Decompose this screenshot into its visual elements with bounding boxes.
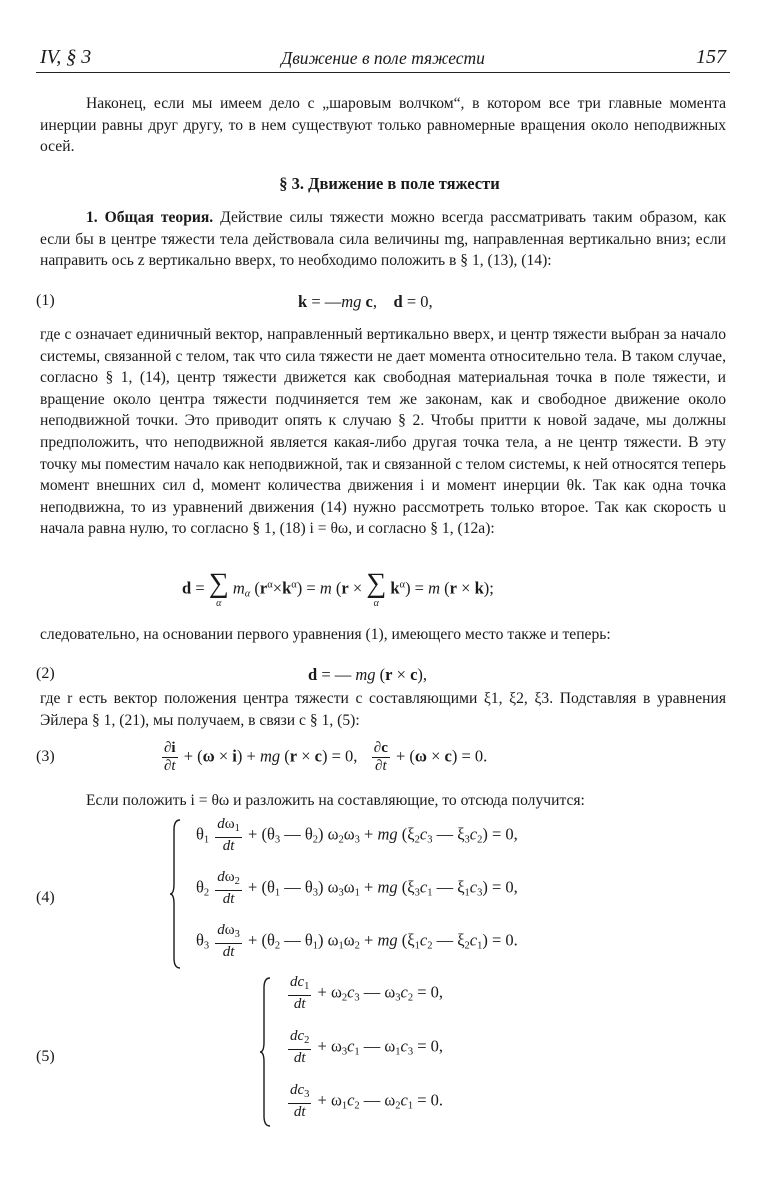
paragraph-4: где r есть вектор положения центра тяжести с составляющими ξ1, ξ2, ξ3. Подставляя в уравнения Эйлера § 1, (21), мы получаем, в связи с § 1, (5): — [40, 690, 726, 729]
equation-4-system — [0, 814, 779, 974]
equation-4-label: (4) — [36, 889, 55, 906]
theory-heading: 1. Общая теория. — [86, 209, 214, 226]
running-header — [36, 46, 730, 73]
equation-4-row-1: $\theta_1$ $\frac{d\omega_1}{dt}$ + ($\theta_3$ — $\theta_2$) $\omega_2\omega_3$ + mg ($\xi_2c_3$ — $\xi_3c_2) = 0$, — [196, 816, 518, 854]
equation-3-label: (3) — [36, 748, 55, 765]
equation-4-brace — [170, 818, 182, 970]
equation-3-body: $\frac{\partial i}{\partial t}$ + (ω × i) + mg (r × c) = 0, $\frac{\partial c}{\partial t}$ + (ω × c) = 0. — [164, 740, 488, 774]
theory-paragraph — [40, 207, 726, 272]
theory-text: Действие силы тяжести можно всегда рассматривать таким образом, как если бы в центре тяжести тела действовала сила величины mg, направленная вертикально вниз; если направить ось z вертикально вверх, то необходимо положить в § 1, (13), (14): — [40, 209, 727, 270]
intro-paragraph: Наконец, если мы имеем дело с „шаровым волчком“, в котором все три главные момента инерции равны друг другу, то в нем существуют только равномерные вращения около неподвижных осей. — [40, 95, 726, 156]
equation-2-label: (2) — [36, 665, 55, 682]
paragraph-3: следовательно, на основании первого уравнения (1), имеющего место также и теперь: — [40, 626, 611, 643]
equation-5-row-1: $\frac{dc_1}{dt}$ + $\omega_2c_3$ — $\omega_3c_2 = 0$, — [290, 974, 444, 1012]
equation-5-system — [0, 972, 779, 1132]
running-title: Движение в поле тяжести — [281, 48, 485, 68]
equation-5-brace — [260, 976, 272, 1128]
equation-1-body: k = —mg c, d = 0, — [298, 292, 433, 311]
chapter-section-label: IV, § 3 — [40, 46, 92, 68]
page-number: 157 — [696, 46, 726, 68]
equation-5-row-3: $\frac{dc_3}{dt}$ + $\omega_1c_2$ — $\omega_2c_1 = 0$. — [290, 1082, 444, 1120]
equation-5-row-2: $\frac{dc_2}{dt}$ + $\omega_3c_1$ — $\omega_1c_3 = 0$, — [290, 1028, 444, 1066]
section-title: § 3. Движение в поле тяжести — [279, 174, 500, 193]
equation-5-label: (5) — [36, 1048, 55, 1065]
equation-4-row-3: $\theta_3$ $\frac{d\omega_3}{dt}$ + ($\theta_2$ — $\theta_1$) $\omega_1\omega_2$ + mg ($\xi_1c_2$ — $\xi_2c_1) = 0$. — [196, 922, 518, 960]
paragraph-5: Если положить i = θω и разложить на составляющие, то отсюда получится: — [86, 792, 585, 809]
paragraph-2: где c означает единичный вектор, направленный вертикально вверх, и центр тяжести выбран за начало системы, связанной с телом, так что сила тяжести не дает момента относительно тела. В таком случае, согласно § 1, (14), центр тяжести движется как свободная материальная точка в поле тяжести, и вращение около центра тяжести подчиняется тем же законам, как и свободное движение около неподвижной точки. Это приводит опять к случаю § 2. Чтобы притти к новой задаче, мы должны предположить, что неподвижной является какая-либо другая точка тела, а не центр тяжести. В эту точку мы поместим начало как неподвижной, так и связанной с телом системы, к ней относятся теперь момент внешних сил d, момент количества движения i и момент инерции θk. Так как одна точка неподвижна, то из уравнений движения (14) нужно рассмотреть только второе. Так как скорость u начала равна нулю, то согласно § 1, (18) i = θω, и согласно § 1, (12a): — [40, 326, 726, 538]
equation-4-row-2: $\theta_2$ $\frac{d\omega_2}{dt}$ + ($\theta_1$ — $\theta_3$) $\omega_3\omega_1$ + mg ($\xi_3c_1$ — $\xi_1c_3) = 0$, — [196, 869, 518, 907]
equation-1-label: (1) — [36, 292, 55, 309]
equation-2-body: d = — mg (r × c), — [308, 665, 428, 684]
moment-equation-body: d = ∑ α $m_\alpha$ $(r^\alpha\times k^\alpha) = m$ (r × ∑ α $k^\alpha) = m$ (r × k); — [182, 568, 494, 609]
